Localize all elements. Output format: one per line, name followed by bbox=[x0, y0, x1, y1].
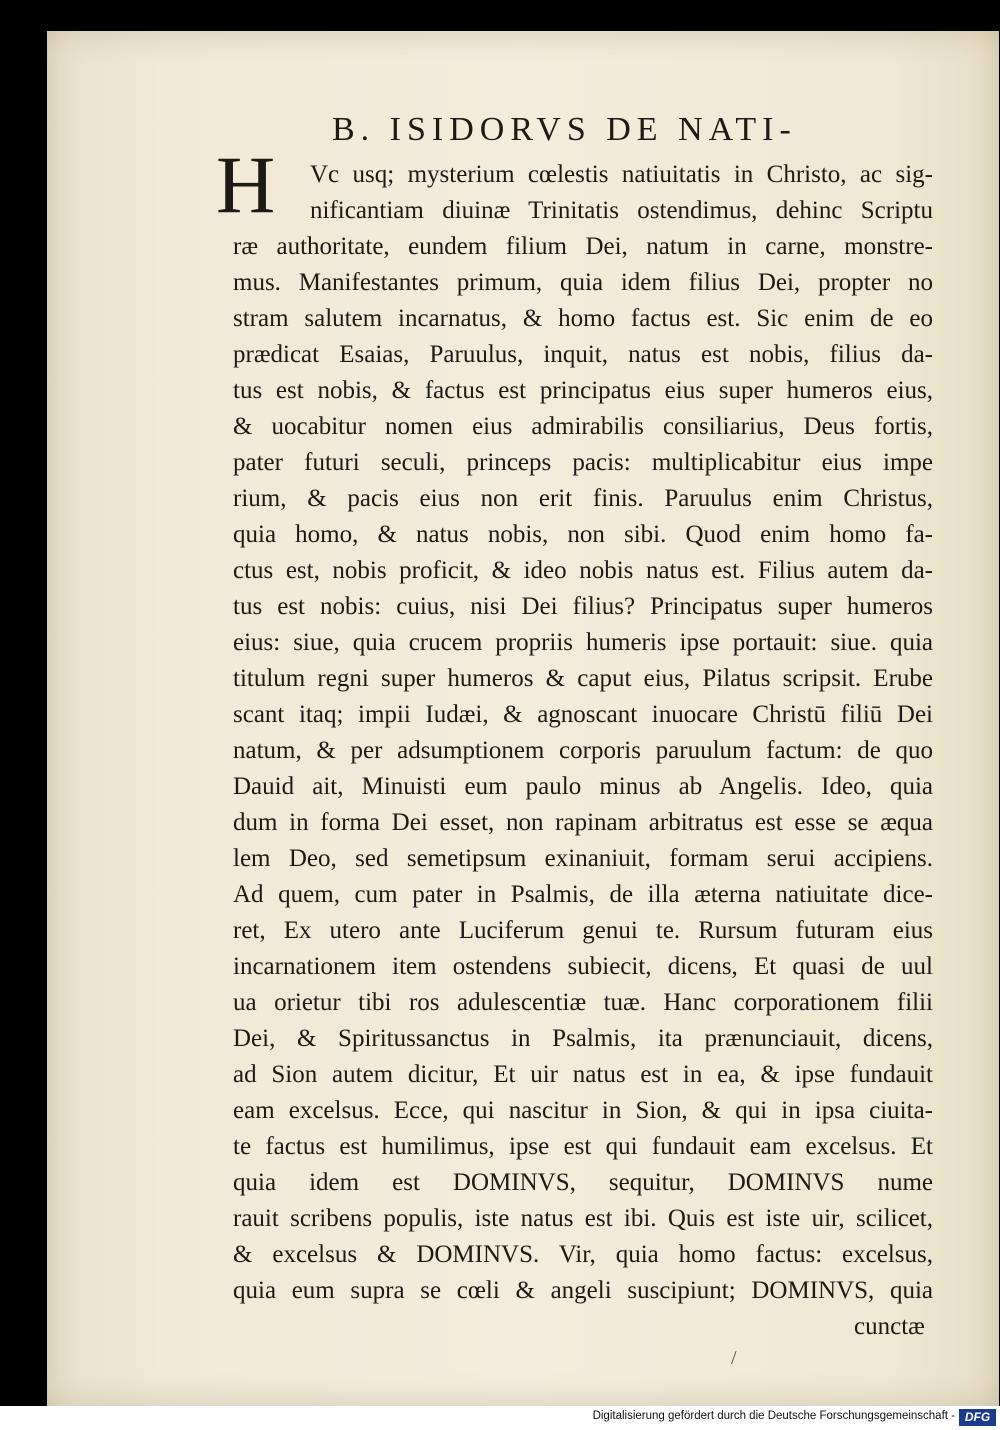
running-head: B. ISIDORVS DE NATI- bbox=[332, 111, 797, 148]
footer-bar bbox=[0, 1406, 1000, 1430]
text-line: ræ authoritate, eundem filium Dei, natum in carne, monstre- bbox=[233, 233, 933, 260]
catchword: cunctæ bbox=[854, 1313, 925, 1340]
dfg-logo-icon: DFG bbox=[959, 1409, 996, 1426]
text-line: tus est nobis: cuius, nisi Dei filius? Principatus super humeros bbox=[233, 593, 933, 620]
book-page bbox=[47, 31, 999, 1406]
text-line: tus est nobis, & factus est principatus eius super humeros eius, bbox=[233, 377, 933, 404]
text-line: lem Deo, sed semetipsum exinaniuit, formam serui accipiens. bbox=[233, 845, 933, 872]
text-line: ctus est, nobis proficit, & ideo nobis natus est. Filius autem da- bbox=[233, 557, 933, 584]
text-line: te factus est humilimus, ipse est qui fundauit eam excelsus. Et bbox=[233, 1133, 933, 1160]
text-line: & uocabitur nomen eius admirabilis consiliarius, Deus fortis, bbox=[233, 413, 933, 440]
text-line: Ad quem, cum pater in Psalmis, de illa æterna natiuitate dice- bbox=[233, 881, 933, 908]
text-line: & excelsus & DOMINVS. Vir, quia homo factus: excelsus, bbox=[233, 1241, 933, 1268]
text-line: quia eum supra se cœli & angeli suscipiunt; DOMINVS, quia bbox=[233, 1277, 933, 1304]
footer-credit: Digitalisierung gefördert durch die Deutsche Forschungsgemeinschaft - bbox=[592, 1410, 955, 1422]
text-line: Dauid ait, Minuisti eum paulo minus ab Angelis. Ideo, quia bbox=[233, 773, 933, 800]
text-line: dum in forma Dei esset, non rapinam arbitratus est esse se æqua bbox=[233, 809, 933, 836]
text-line: eam excelsus. Ecce, qui nascitur in Sion, & qui in ipsa ciuita- bbox=[233, 1097, 933, 1124]
text-line: prædicat Esaias, Paruulus, inquit, natus est nobis, filius da- bbox=[233, 341, 933, 368]
text-line: natum, & per adsumptionem corporis paruulum factum: de quo bbox=[233, 737, 933, 764]
text-line: quia idem est DOMINVS, sequitur, DOMINVS nume bbox=[233, 1169, 933, 1196]
text-line: rauit scribens populis, iste natus est ibi. Quis est iste uir, scilicet, bbox=[233, 1205, 933, 1232]
text-line: ua orietur tibi ros adulescentiæ tuæ. Hanc corporationem filii bbox=[233, 989, 933, 1016]
text-line: mus. Manifestantes primum, quia idem filius Dei, propter no bbox=[233, 269, 933, 296]
text-line: rium, & pacis eius non erit finis. Paruulus enim Christus, bbox=[233, 485, 933, 512]
stray-mark: / bbox=[731, 1347, 737, 1369]
text-line: Vc usq; mysterium cœlestis natiuitatis in Christo, ac sig- bbox=[310, 161, 933, 188]
text-line: eius: siue, quia crucem propriis humeris ipse portauit: siue. quia bbox=[233, 629, 933, 656]
text-line: scant itaq; impii Iudæi, & agnoscant inuocare Christū filiū Dei bbox=[233, 701, 933, 728]
text-line: Dei, & Spiritussanctus in Psalmis, ita prænunciauit, dicens, bbox=[233, 1025, 933, 1052]
text-line: quia homo, & natus nobis, non sibi. Quod enim homo fa- bbox=[233, 521, 933, 548]
text-line: stram salutem incarnatus, & homo factus est. Sic enim de eo bbox=[233, 305, 933, 332]
text-line: ad Sion autem dicitur, Et uir natus est in ea, & ipse fundauit bbox=[233, 1061, 933, 1088]
text-line: nificantiam diuinæ Trinitatis ostendimus, dehinc Scriptu bbox=[310, 197, 933, 224]
text-line: incarnationem item ostendens subiecit, dicens, Et quasi de uul bbox=[233, 953, 933, 980]
text-line: titulum regni super humeros & caput eius, Pilatus scripsit. Erube bbox=[233, 665, 933, 692]
text-line: pater futuri seculi, princeps pacis: multiplicabitur eius impe bbox=[233, 449, 933, 476]
drop-cap: H bbox=[216, 139, 276, 230]
text-line: ret, Ex utero ante Luciferum genui te. Rursum futuram eius bbox=[233, 917, 933, 944]
